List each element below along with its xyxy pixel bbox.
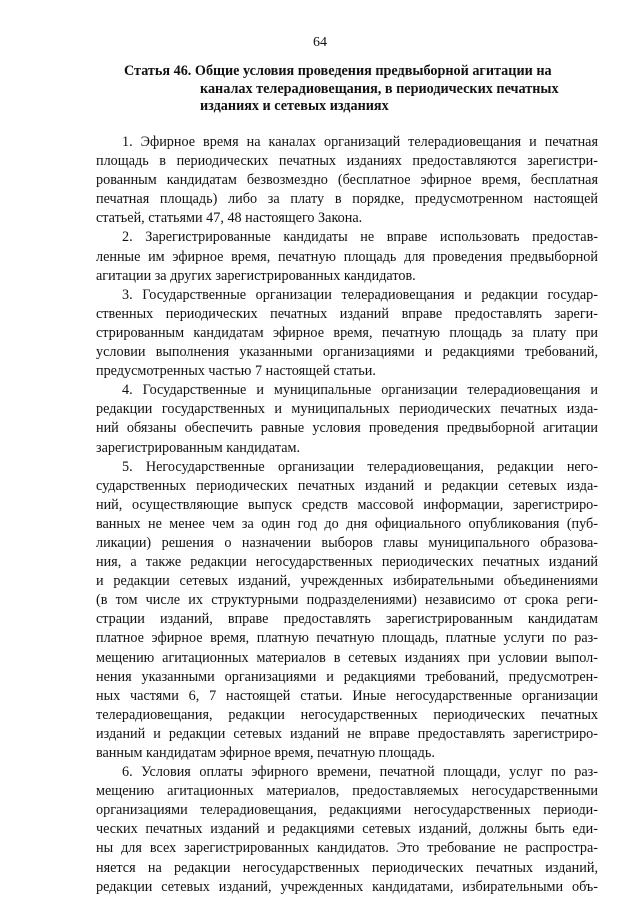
text-line: 5. Негосударственные организации телерадиовещания, редакции него- bbox=[122, 458, 598, 475]
text-line: и редакции сетевых изданий, учрежденных избирательными объединениями bbox=[96, 573, 598, 590]
text-line: няется на редакции негосударственных периодических печатных изданий, bbox=[96, 859, 598, 876]
text-line: зарегистрированным кандидатам. bbox=[96, 439, 301, 456]
text-line: 1. Эфирное время на каналах организаций телерадиовещания и печатная bbox=[122, 134, 598, 150]
text-line: 4. Государственные и муниципальные организации телерадиовещания и bbox=[122, 382, 598, 399]
text-line: 2. Зарегистрированные кандидаты не вправе использовать предостав- bbox=[122, 229, 598, 246]
text-line: ленные им эфирное время, печатную площадь для проведения предвыборной bbox=[96, 248, 598, 265]
paragraph-2 bbox=[96, 228, 598, 285]
text-line: редакции государственных и муниципальных периодических печатных изда- bbox=[96, 401, 598, 418]
text-line: предусмотренных частью 7 настоящей статьи. bbox=[96, 363, 376, 380]
paragraph-6 bbox=[96, 763, 598, 897]
text-line: ванных не менее чем за один год до дня официального опубликования (пуб- bbox=[96, 515, 598, 532]
paragraph-4 bbox=[96, 381, 598, 457]
paragraph-1 bbox=[96, 133, 598, 228]
text-line: мещению агитационных материалов в сетевых изданиях при условии выпол- bbox=[96, 649, 598, 666]
text-line: изданий и редакции сетевых изданий не вправе предоставлять зарегистриро- bbox=[96, 725, 598, 742]
text-line: телерадиовещания, редакции негосударственных периодических печатных bbox=[96, 706, 598, 723]
text-line: страции изданий, вправе предоставлять зарегистрированным кандидатам bbox=[96, 611, 598, 628]
text-line: ческих печатных изданий и редакциями сетевых изданий, должны быть еди- bbox=[96, 821, 598, 838]
text-line: ния, а также редакции негосударственных периодических печатных изданий bbox=[96, 554, 598, 571]
text-line: ных частями 6, 7 настоящей статьи. Иные негосударственные организации bbox=[96, 687, 598, 704]
text-line: мещению агитационных материалов, предоставляемых негосударственными bbox=[96, 783, 598, 800]
text-line: ний, осуществляющие выпуск средств массовой информации, зарегистриро- bbox=[96, 496, 598, 513]
text-line: ний обязаны обеспечить равные условия проведения предвыборной агитации bbox=[96, 420, 598, 437]
text-line: ванным кандидатам эфирное время, печатную площадь. bbox=[96, 745, 435, 761]
text-line: ликации) решения о назначении выборов главы муниципального образова- bbox=[96, 534, 598, 551]
text-line: условии выполнения указанными организациями и редакциями требований, bbox=[96, 344, 598, 361]
text-line: ственных периодических печатных изданий вправе предоставлять зареги- bbox=[96, 305, 598, 322]
text-line: сударственных периодических печатных изданий и редакции сетевых изда- bbox=[96, 477, 598, 494]
text-line: статьей, статьями 47, 48 настоящего Закона. bbox=[96, 210, 363, 227]
text-line: организациями телерадиовещания, редакциями негосударственных периоди- bbox=[96, 802, 598, 819]
text-line: стрированным кандидатам эфирное время, печатную площадь за плату при bbox=[96, 324, 598, 341]
paragraph-5 bbox=[96, 458, 598, 764]
text-line: 3. Государственные организации телерадиовещания и редакции государ- bbox=[122, 286, 598, 303]
text-line: площадь в периодических печатных изданиях предоставляются зарегистри- bbox=[96, 153, 598, 170]
text-line: платное эфирное время, платную печатную площадь, платные услуги по раз- bbox=[96, 630, 598, 647]
text-line: ны для всех зарегистрированных кандидатов. Это требование не распростра- bbox=[96, 840, 598, 857]
text-line: (в том числе их структурными подразделениями) независимо от срока реги- bbox=[96, 592, 598, 609]
article-title bbox=[124, 63, 594, 116]
article-title-line: изданиях и сетевых изданиях bbox=[200, 98, 389, 114]
text-line: печатная площадь) либо за плату в порядке, предусмотренном настоящей bbox=[96, 191, 598, 208]
paragraph-3 bbox=[96, 286, 598, 381]
text-line: 6. Условия оплаты эфирного времени, печатной площади, услуг по раз- bbox=[122, 764, 598, 781]
text-line: редакции сетевых изданий, учрежденных кандидатами, избирательными объ- bbox=[96, 878, 598, 895]
page-number: 64 bbox=[313, 35, 327, 50]
text-line: рованным кандидатам безвозмездно (бесплатное эфирное время, бесплатная bbox=[96, 172, 598, 189]
article-body bbox=[96, 133, 598, 897]
article-title-line: Статья 46. Общие условия проведения предвыборной агитации на bbox=[124, 63, 552, 79]
article-title-line: каналах телерадиовещания, в периодических печатных bbox=[200, 80, 559, 97]
text-line: агитации за других зарегистрированных кандидатов. bbox=[96, 267, 416, 284]
text-line: нения указанными организациями и редакциями требований, предусмотрен- bbox=[96, 668, 598, 685]
